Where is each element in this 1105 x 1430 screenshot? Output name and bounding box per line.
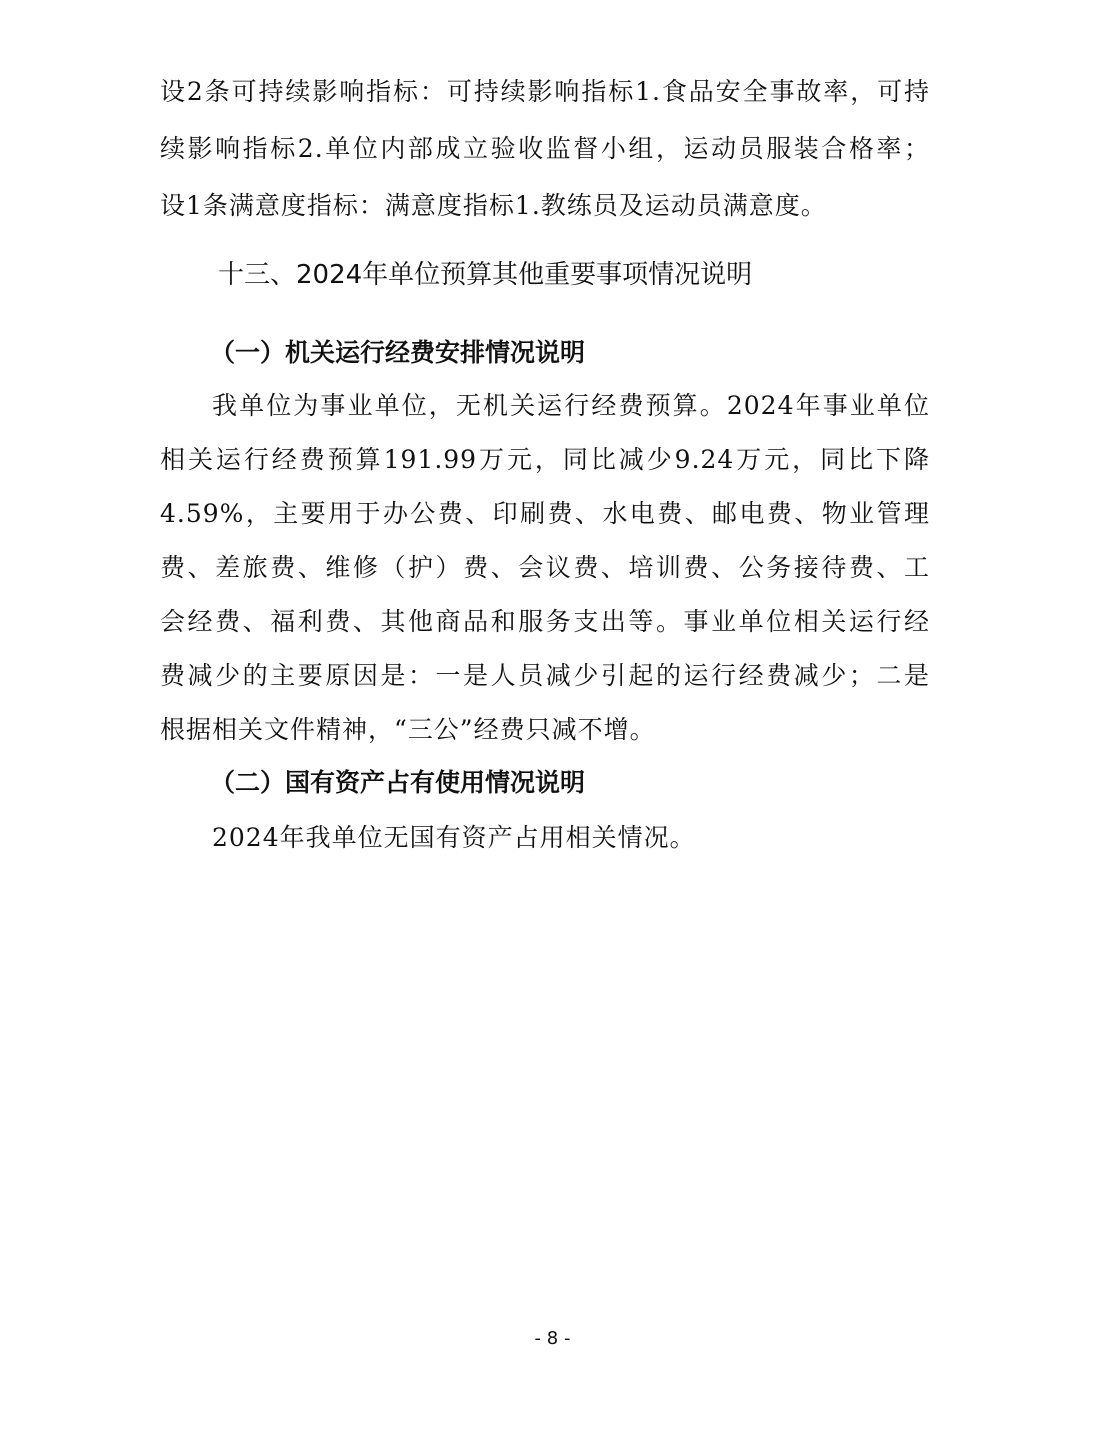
intro-paragraph [160,78,930,219]
sub1-line-6: 费减少的主要原因是：一是人员减少引起的运行经费减少；二是 [160,661,930,690]
intro-line-3: 设1条满意度指标：满意度指标1.教练员及运动员满意度。 [160,191,827,220]
intro-line-2: 续影响指标2.单位内部成立验收监督小组，运动员服装合格率； [160,134,930,163]
sub2-line-1: 2024年我单位无国有资产占用相关情况。 [212,823,696,852]
section-13-heading: 十三、2024年单位预算其他重要事项情况说明 [218,260,753,290]
subsection-1-paragraph [160,392,930,743]
sub1-line-3: 4.59%，主要用于办公费、印刷费、水电费、邮电费、物业管理 [160,499,930,528]
intro-line-1: 设2条可持续影响指标：可持续影响指标1.食品安全事故率，可持 [160,77,930,106]
sub1-line-1: 我单位为事业单位，无机关运行经费预算。2024年事业单位 [212,391,930,420]
sub1-line-7: 根据相关文件精神，“三公”经费只减不增。 [160,715,656,744]
subsection-2-paragraph [160,824,930,851]
sub1-line-4: 费、差旅费、维修（护）费、会议费、培训费、公务接待费、工 [160,553,930,582]
sub1-line-5: 会经费、福利费、其他商品和服务支出等。事业单位相关运行经 [160,607,930,636]
subsection-2-heading: （二）国有资产占有使用情况说明 [210,768,586,797]
page-number: - 8 - [534,1328,571,1349]
subsection-1-heading: （一）机关运行经费安排情况说明 [210,338,586,367]
sub1-line-2: 相关运行经费预算191.99万元，同比减少9.24万元，同比下降 [160,445,930,474]
